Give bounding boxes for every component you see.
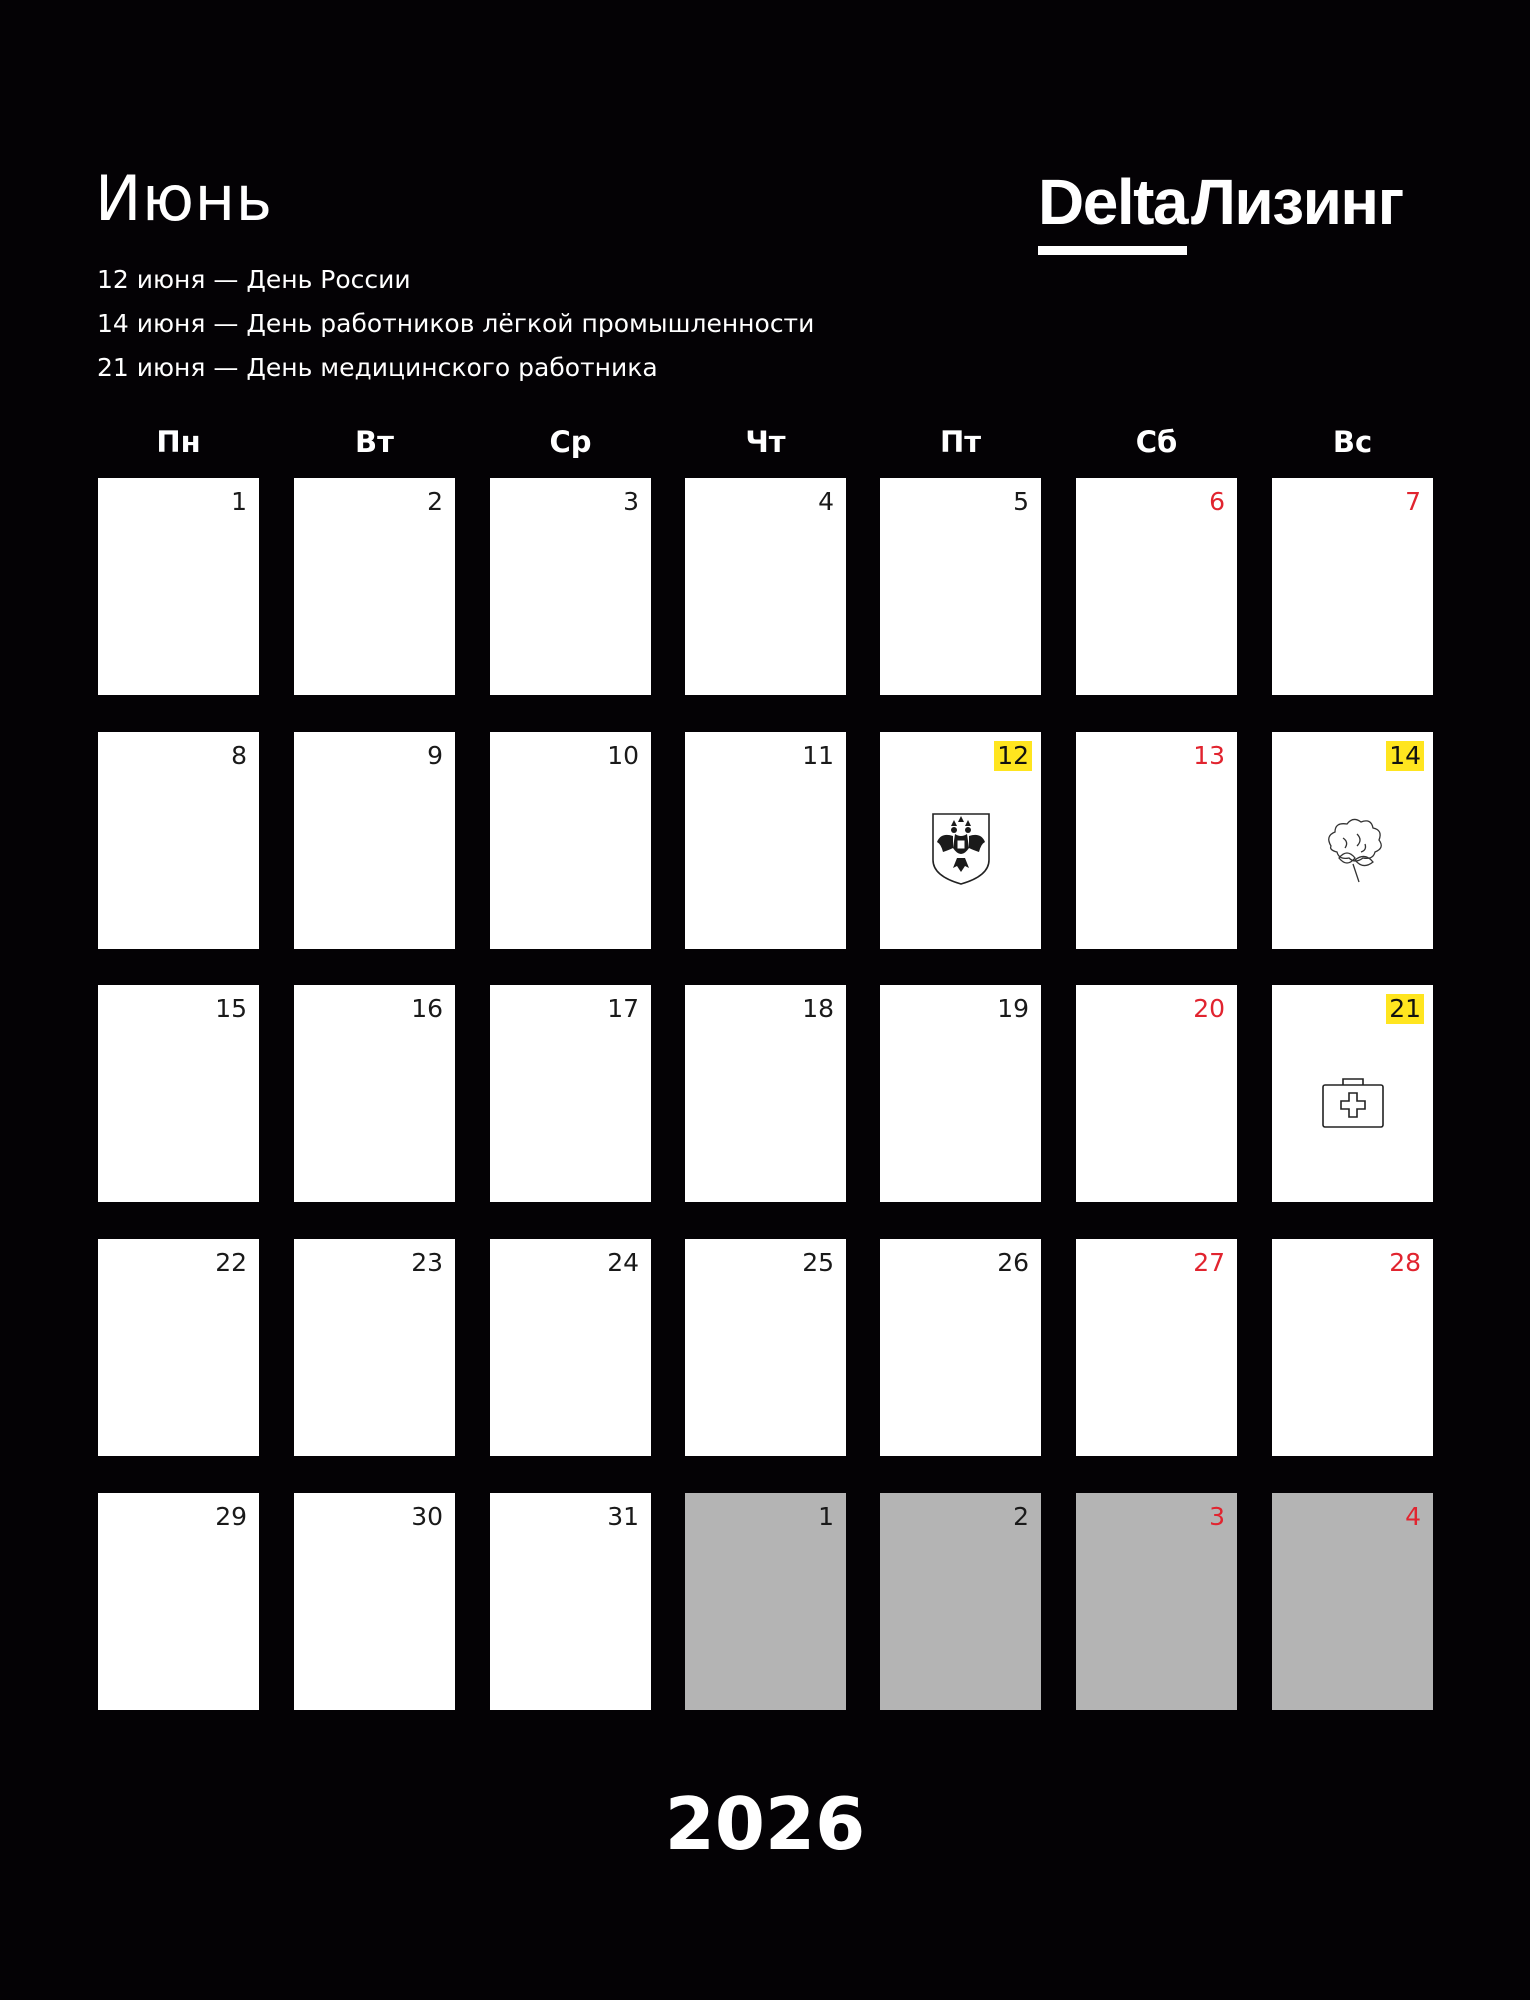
day-number: 2 xyxy=(1013,1502,1029,1531)
day-cell xyxy=(880,1239,1041,1456)
day-cell-next-month xyxy=(1272,1493,1433,1710)
day-number: 4 xyxy=(1405,1502,1421,1531)
holiday-item: 12 июня — День России xyxy=(97,265,411,294)
day-number: 19 xyxy=(997,994,1029,1023)
day-cell xyxy=(1076,478,1237,695)
day-number: 17 xyxy=(607,994,639,1023)
day-cell xyxy=(98,1239,259,1456)
day-cell xyxy=(294,1239,455,1456)
weekday-wed: Ср xyxy=(549,425,592,459)
holiday-item: 14 июня — День работников лёгкой промышленности xyxy=(97,309,815,338)
day-number: 2 xyxy=(427,487,443,516)
day-cell xyxy=(490,732,651,949)
day-number: 24 xyxy=(607,1248,639,1277)
holiday-day-number: 12 xyxy=(994,741,1032,771)
day-number: 13 xyxy=(1193,741,1225,770)
day-cell xyxy=(880,732,1041,949)
logo-delta-text: Delta xyxy=(1038,170,1187,255)
day-cell xyxy=(294,478,455,695)
day-number: 25 xyxy=(802,1248,834,1277)
day-cell xyxy=(294,732,455,949)
day-cell xyxy=(685,732,846,949)
day-number: 29 xyxy=(215,1502,247,1531)
weekday-tue: Вт xyxy=(355,425,394,459)
holiday-day-number: 21 xyxy=(1386,994,1424,1024)
day-cell xyxy=(294,985,455,1202)
day-number: 10 xyxy=(607,741,639,770)
day-cell xyxy=(98,985,259,1202)
day-cell xyxy=(880,985,1041,1202)
day-cell xyxy=(490,1239,651,1456)
day-number: 8 xyxy=(231,741,247,770)
day-number: 6 xyxy=(1209,487,1225,516)
day-cell xyxy=(685,985,846,1202)
day-cell xyxy=(1076,732,1237,949)
day-number: 3 xyxy=(623,487,639,516)
delta-leasing-logo xyxy=(1038,166,1403,250)
day-cell-next-month xyxy=(1076,1493,1237,1710)
weekday-sat: Сб xyxy=(1135,425,1178,459)
medical-kit-icon xyxy=(1313,1061,1393,1141)
day-number: 7 xyxy=(1405,487,1421,516)
day-number: 1 xyxy=(818,1502,834,1531)
weekday-sun: Вс xyxy=(1332,425,1373,459)
day-cell xyxy=(294,1493,455,1710)
day-number: 15 xyxy=(215,994,247,1023)
day-cell xyxy=(490,478,651,695)
day-number: 1 xyxy=(231,487,247,516)
day-cell xyxy=(880,478,1041,695)
day-number: 11 xyxy=(802,741,834,770)
day-cell xyxy=(685,1239,846,1456)
day-number: 9 xyxy=(427,741,443,770)
cotton-flower-icon xyxy=(1313,808,1393,888)
day-number: 5 xyxy=(1013,487,1029,516)
day-cell xyxy=(490,1493,651,1710)
day-cell-next-month xyxy=(880,1493,1041,1710)
russian-coat-of-arms-icon xyxy=(921,808,1001,888)
day-number: 26 xyxy=(997,1248,1029,1277)
day-number: 16 xyxy=(411,994,443,1023)
weekday-fri: Пт xyxy=(939,425,982,459)
day-cell xyxy=(1272,732,1433,949)
day-cell xyxy=(98,478,259,695)
day-number: 30 xyxy=(411,1502,443,1531)
day-cell xyxy=(98,732,259,949)
day-cell xyxy=(1076,1239,1237,1456)
day-cell xyxy=(1272,985,1433,1202)
day-cell xyxy=(1272,1239,1433,1456)
day-number: 4 xyxy=(818,487,834,516)
calendar-grid xyxy=(98,478,1433,1710)
day-number: 18 xyxy=(802,994,834,1023)
holiday-item: 21 июня — День медицинского работника xyxy=(97,353,658,382)
day-cell xyxy=(490,985,651,1202)
day-cell-next-month xyxy=(685,1493,846,1710)
day-number: 23 xyxy=(411,1248,443,1277)
day-number: 28 xyxy=(1389,1248,1421,1277)
day-number: 27 xyxy=(1193,1248,1225,1277)
holidays-list xyxy=(97,258,814,390)
year-label: 2026 xyxy=(664,1782,866,1866)
weekday-header xyxy=(98,422,1433,462)
weekday-mon: Пн xyxy=(156,425,201,459)
day-number: 22 xyxy=(215,1248,247,1277)
weekday-thu: Чт xyxy=(745,425,786,459)
day-number: 31 xyxy=(607,1502,639,1531)
holiday-day-number: 14 xyxy=(1386,741,1424,771)
logo-leasing-text: Лизинг xyxy=(1191,166,1403,238)
day-number: 20 xyxy=(1193,994,1225,1023)
day-cell xyxy=(1076,985,1237,1202)
day-cell xyxy=(1272,478,1433,695)
day-cell xyxy=(98,1493,259,1710)
month-title: Июнь xyxy=(95,162,273,235)
day-number: 3 xyxy=(1209,1502,1225,1531)
day-cell xyxy=(685,478,846,695)
